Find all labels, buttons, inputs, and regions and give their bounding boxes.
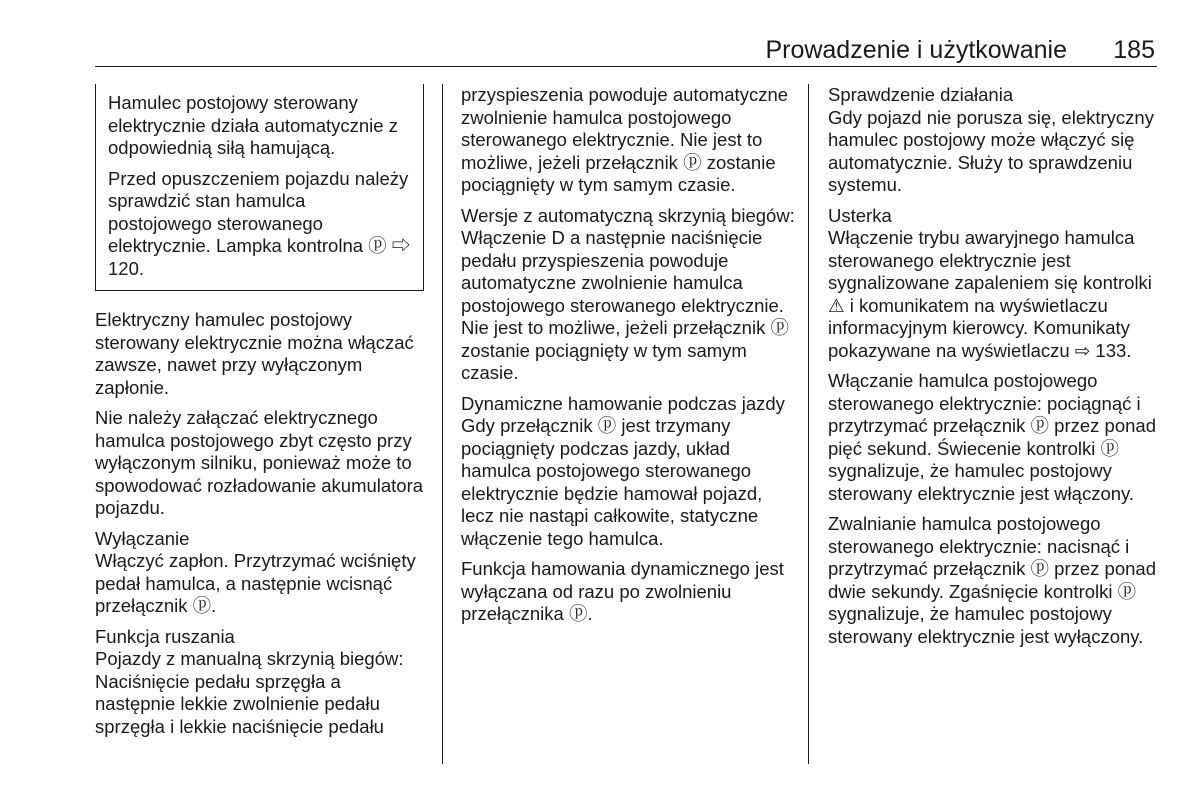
column-middle xyxy=(461,84,796,634)
paragraph: Wersje z automatyczną skrzynią biegów: Włączenie D a następnie naciśnięcie pedału przyspieszenia powoduje automatyczne zwolnienie hamulca postojowego sterowanego elektrycznie. Nie jest to możliwe, jeżeli przełącznik ⓟ zostanie pociągnięty w tym samym czasie. xyxy=(461,204,795,383)
paragraph: Nie należy załączać elektrycznego hamulca postojowego zbyt często przy wyłączonym silniku, ponieważ może to spowodować rozładowanie akumulatora pojazdu. xyxy=(95,407,424,518)
page-header xyxy=(95,30,1157,67)
paragraph: Funkcja hamowania dynamicznego jest wyłączana od razu po zwolnieniu przełącznika ⓟ. xyxy=(461,558,784,624)
paragraph: Gdy przełącznik ⓟ jest trzymany pociągnięty podczas jazdy, układ hamulca postojowego sterowanego elektrycznie będzie hamował pojazd, lecz nie nastąpi całkowite, statyczne włączenie tego hamulca. xyxy=(461,415,763,549)
section-heading: Usterka xyxy=(828,204,892,226)
page-number: 185 xyxy=(1113,36,1155,64)
section-heading: Sprawdzenie działania xyxy=(828,84,1014,105)
column-left xyxy=(95,84,425,746)
column-divider xyxy=(442,84,443,764)
note-box xyxy=(95,84,424,291)
section-heading: Dynamiczne hamowanie podczas jazdy xyxy=(461,392,785,414)
paragraph: przyspieszenia powoduje automatyczne zwolnienie hamulca postojowego sterowanego elektrycznie. Nie jest to możliwe, jeżeli przełącznik ⓟ zostanie pociągnięty w tym samym czasie. xyxy=(461,84,789,195)
section-heading: Wyłączanie xyxy=(95,527,190,549)
section-heading: Funkcja ruszania xyxy=(95,625,235,647)
paragraph: Włączyć zapłon. Przytrzymać wciśnięty pedał hamulca, a następnie wcisnąć przełącznik ⓟ. xyxy=(95,550,416,616)
page-title: Prowadzenie i użytkowanie xyxy=(765,36,1067,64)
paragraph: Gdy pojazd nie porusza się, elektryczny hamulec postojowy może włączyć się automatycznie. Służy to sprawdzeniu systemu. xyxy=(828,106,1154,195)
column-divider xyxy=(808,84,809,764)
paragraph: Włączanie hamulca postojowego sterowanego elektrycznie: pociągnąć i przytrzymać przełącznik ⓟ przez ponad pięć sekund. Świecenie kontrolki ⓟ sygnalizuje, że hamulec postojowy sterowany elektrycznie jest włączony. xyxy=(828,370,1156,504)
column-right xyxy=(828,84,1160,656)
note-paragraph: Hamulec postojowy sterowany elektrycznie działa automatycznie z odpowiednią siłą hamującą. xyxy=(108,92,398,158)
note-paragraph: Przed opuszczeniem pojazdu należy sprawdzić stan hamulca postojowego sterowanego elektrycznie. Lampka kontrolna ⓟ ⇨ 120. xyxy=(108,167,411,279)
paragraph: Włączenie trybu awaryjnego hamulca sterowanego elektrycznie jest sygnalizowane zapaleniem się kontrolki ⚠ i komunikatem na wyświetlaczu informacyjnym kierowcy. Komunikaty pokazywane na wyświetlaczu ⇨ 133. xyxy=(828,227,1152,361)
paragraph: Zwalnianie hamulca postojowego sterowanego elektrycznie: nacisnąć i przytrzymać przełącznik ⓟ przez ponad dwie sekundy. Zgaśnięcie kontrolki ⓟ sygnalizuje, że hamulec postojowy sterowany elektrycznie jest wyłączony. xyxy=(828,513,1156,647)
paragraph: Elektryczny hamulec postojowy sterowany elektrycznie można włączać zawsze, nawet przy wyłączonym zapłonie. xyxy=(95,309,414,398)
paragraph: Pojazdy z manualną skrzynią biegów: Naciśnięcie pedału sprzęgła a następnie lekkie zwolnienie pedału sprzęgła i lekkie naciśnięcie pedału xyxy=(95,648,404,737)
